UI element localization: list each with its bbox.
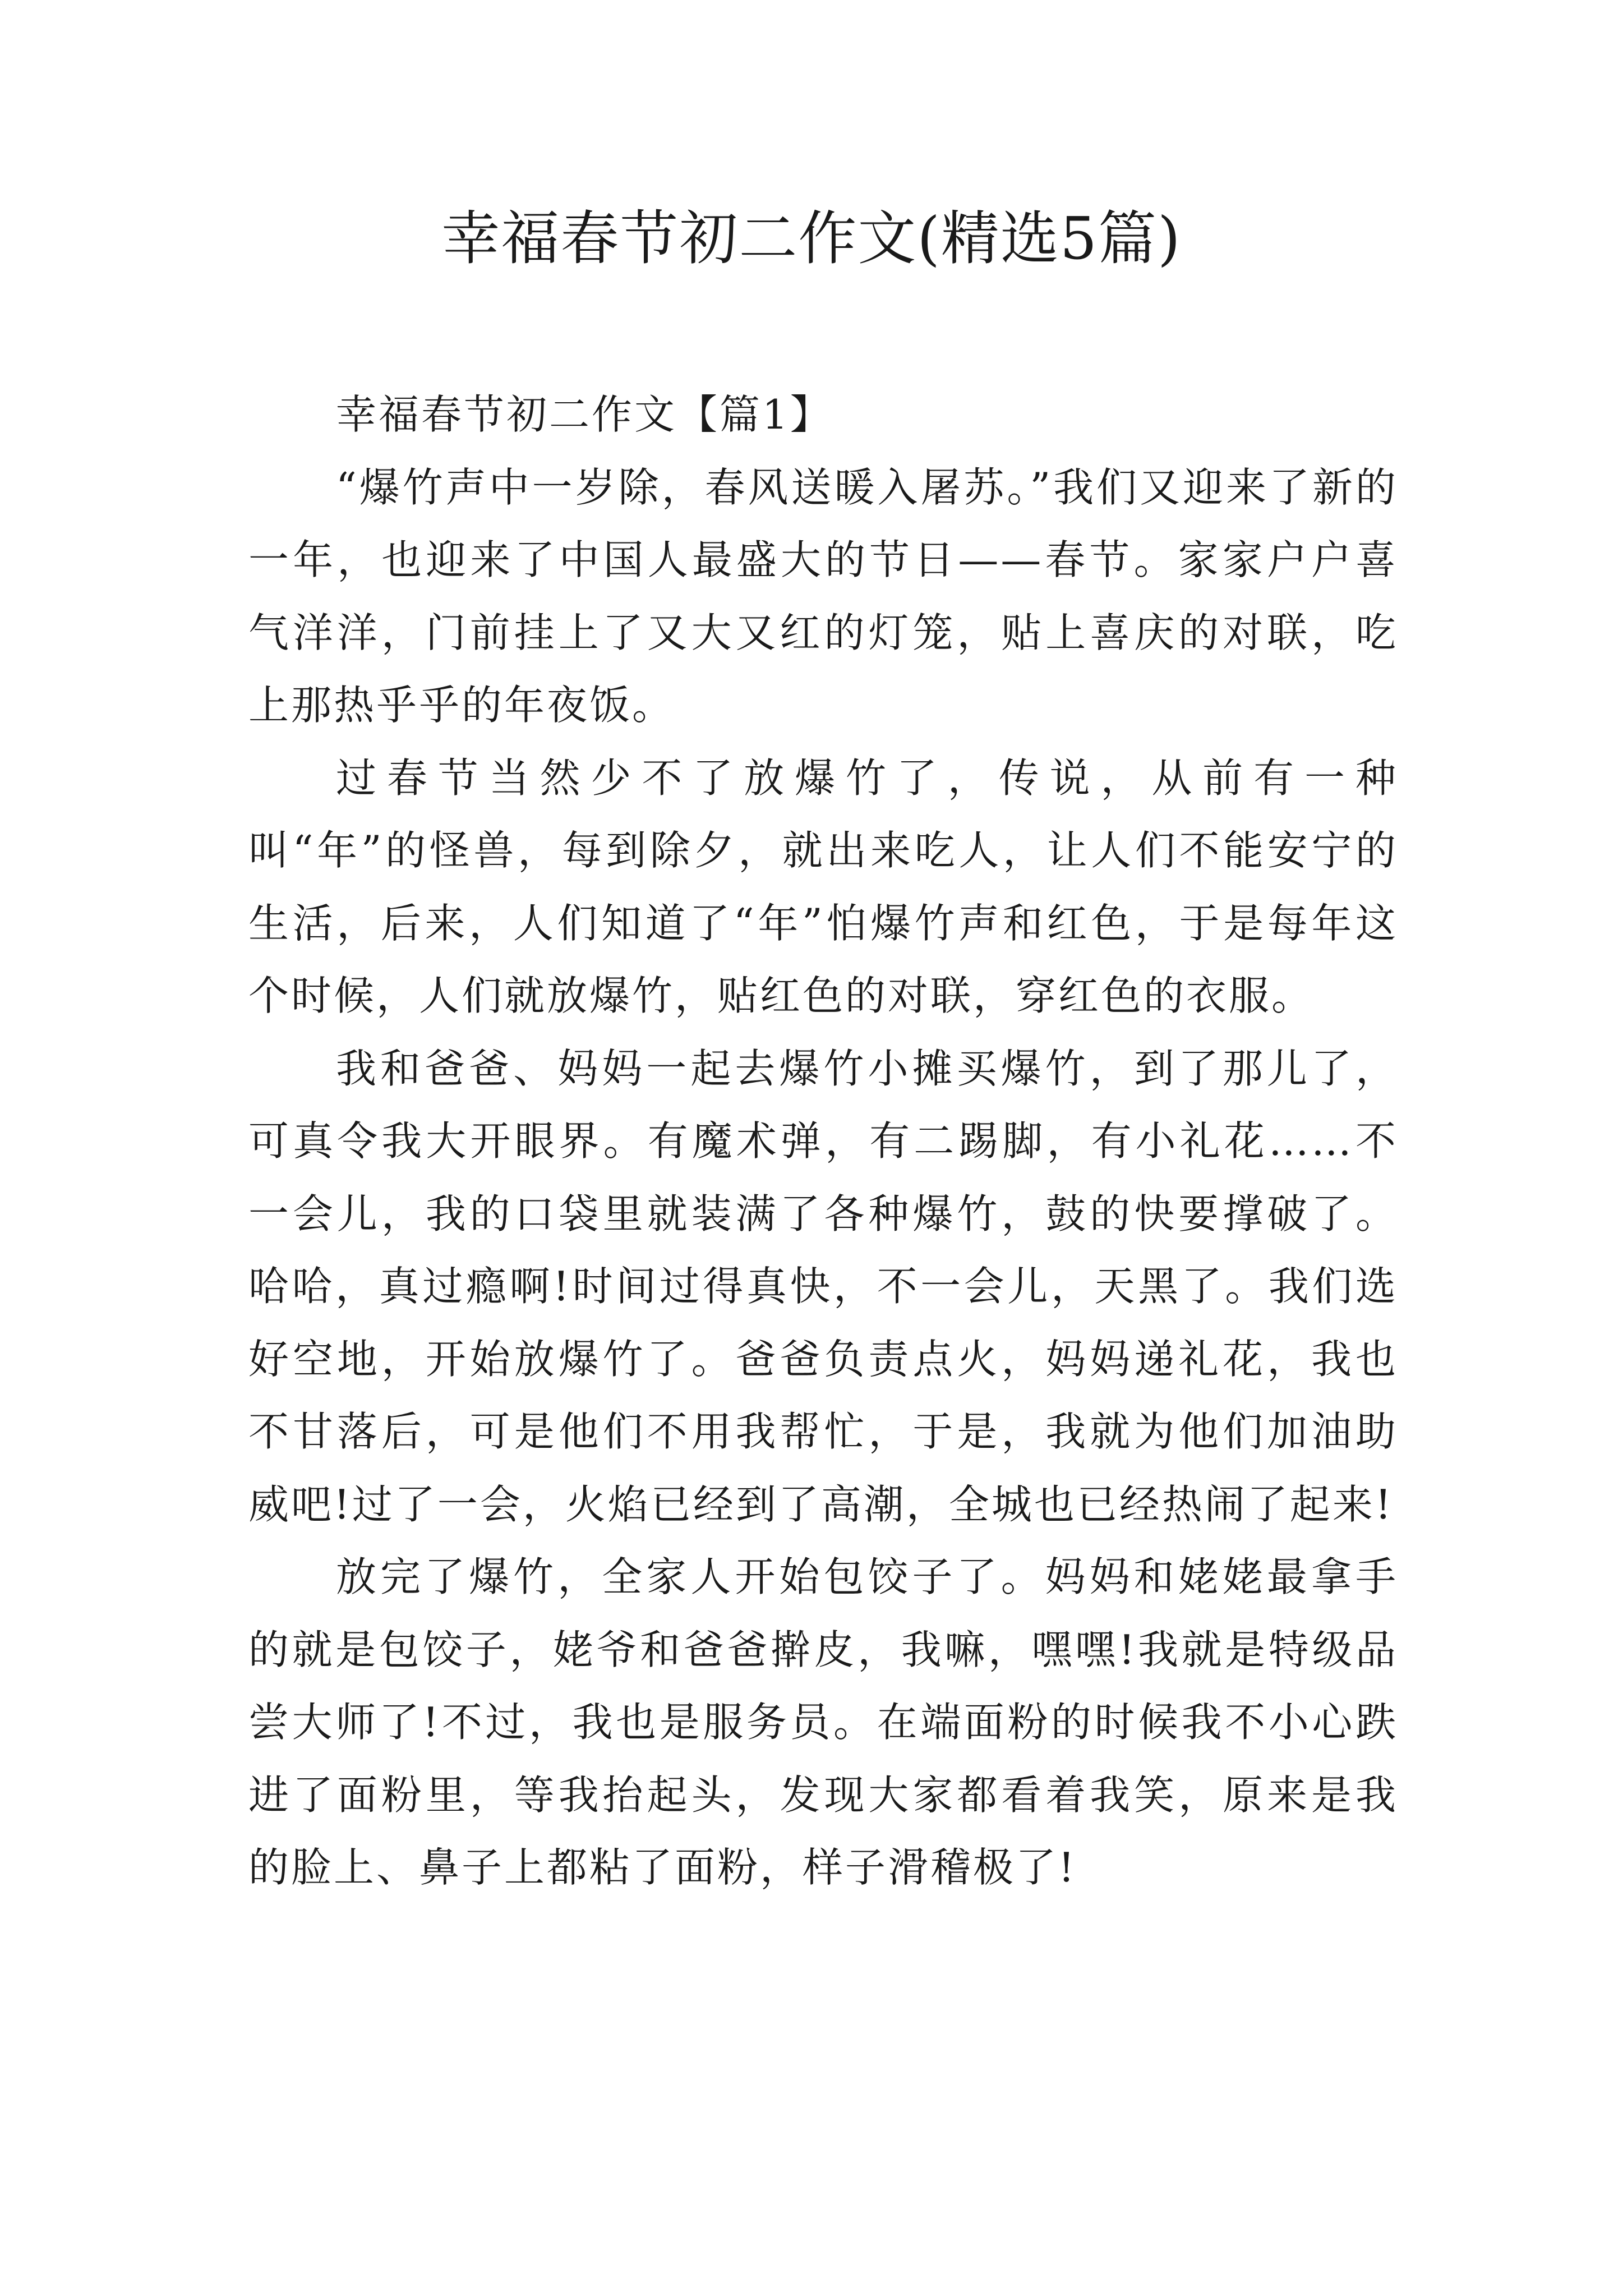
section-heading: 幸福春节初二作文【篇1】: [336, 391, 833, 438]
paragraph: 放完了爆竹，全家人开始包饺子了。妈妈和姥姥最拿手的就是包饺子，姥爷和爸爸擀皮，我嘛，嘿嘿!我就是特级品尝大师了!不过，我也是服务员。在端面粉的时候我不小心跌进了面粉里，等我抬起头，发现大家都看着我笑，原来是我的脸上、鼻子上都粘了面粉，样子滑稽极了!: [248, 1553, 1398, 1891]
paragraph: 过春节当然少不了放爆竹了，传说，从前有一种叫“年”的怪兽，每到除夕，就出来吃人，让人们不能安宁的生活，后来，人们知道了“年”怕爆竹声和红色，于是每年这个时候，人们就放爆竹，贴红色的对联，穿红色的衣服。: [248, 754, 1398, 1019]
paragraph: 我和爸爸、妈妈一起去爆竹小摊买爆竹，到了那儿了，可真令我大开眼界。有魔术弹，有二踢脚，有小礼花……不一会儿，我的口袋里就装满了各种爆竹，鼓的快要撑破了。哈哈，真过瘾啊!时间过得真快，不一会儿，天黑了。我们选好空地，开始放爆竹了。爸爸负责点火，妈妈递礼花，我也不甘落后，可是他们不用我帮忙，于是，我就为他们加油助威吧!过了一会，火焰已经到了高潮，全城也已经热闹了起来!: [248, 1045, 1398, 1528]
paragraph: “爆竹声中一岁除，春风送暖入屠苏。”我们又迎来了新的一年，也迎来了中国人最盛大的节日——春节。家家户户喜气洋洋，门前挂上了又大又红的灯笼，贴上喜庆的对联，吃上那热乎乎的年夜饭。: [248, 463, 1398, 729]
document-title: 幸福春节初二作文(精选5篇): [441, 204, 1182, 273]
document-body: [248, 379, 1398, 1904]
